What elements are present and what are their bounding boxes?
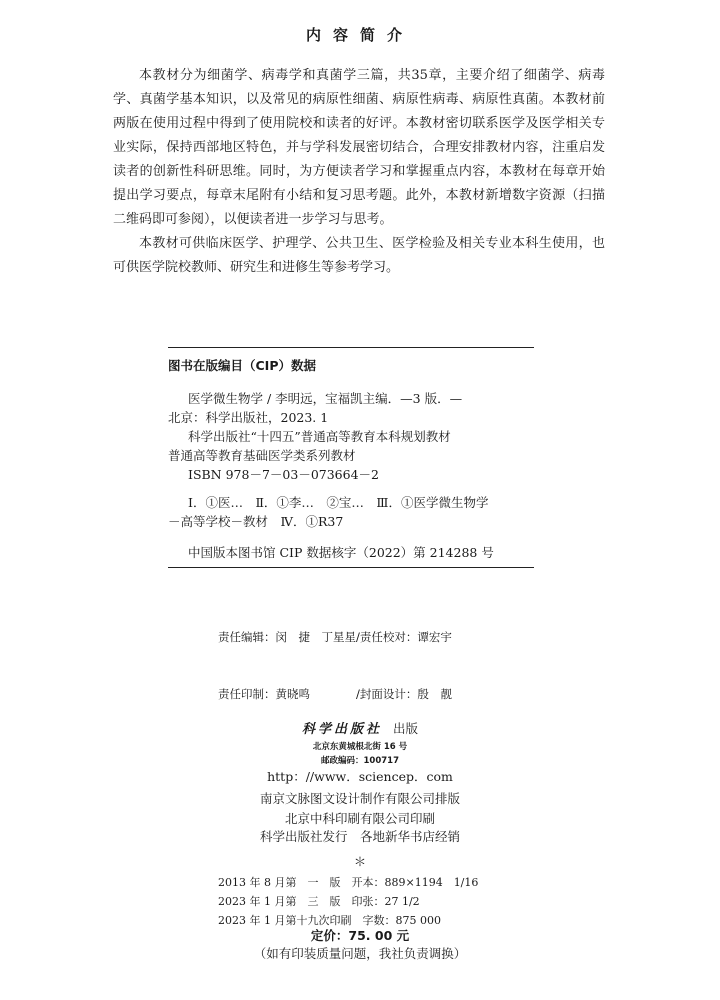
intro-body <box>113 64 605 280</box>
separator-mark: ＊ <box>353 854 367 869</box>
imprint-line: 2013 年 8 月第 一 版 开本：889×1194 1/16 <box>218 876 479 889</box>
cip-check-number-wrap <box>168 543 538 562</box>
imprint-block <box>218 873 538 930</box>
cip-subject-line: －高等学校－教材 Ⅳ．①R37 <box>168 514 344 529</box>
intro-paragraph: 本教材分为细菌学、病毒学和真菌学三篇，共35章，主要介绍了细菌学、病毒学、真菌学基本知识，以及常见的病原性细菌、病原性病毒、病原性真菌。本教材前两版在使用过程中得到了使用院校和读者的好评。本教材密切联系医学及医学相关专业实际，保持西部地区特色，并与学科发展密切结合，合理安排教材内容，注重启发读者的创新性科研思维。同时，为方便读者学习和掌握重点内容，本教材在每章开始提出学习要点，每章末尾附有小结和复习思考题。此外，本教材新增数字资源（扫描二维码即可参阅），以便读者进一步学习与思考。 <box>113 68 605 227</box>
quality-note: （如有印装质量问题，我社负责调换） <box>253 946 467 961</box>
printer: 北京中科印刷有限公司印刷 <box>284 811 435 826</box>
credits <box>218 590 452 723</box>
cip-bottom-rule <box>168 567 534 568</box>
publisher-address: 北京东黄城根北街 16 号 <box>312 742 408 752</box>
imprint-line: 2023 年 1 月第 三 版 印张：27 1/2 <box>218 895 420 908</box>
publisher-suffix: 出版 <box>393 721 419 736</box>
publisher-url: http：//www．sciencep．com <box>267 769 453 784</box>
cip-record-line: 科学出版社“十四五”普通高等教育本科规划教材 <box>188 429 451 444</box>
cip-heading: 图书在版编目（CIP）数据 <box>168 358 316 373</box>
credits-line: 责任编辑：闵 捷 丁星星/责任校对：谭宏宇 <box>218 630 452 644</box>
cip-subjects <box>168 493 538 531</box>
cip-record-line: 北京：科学出版社，2023. 1 <box>168 410 329 425</box>
publisher-logo: 科学出版社 <box>301 722 382 737</box>
cip-check-number: 中国版本图书馆 CIP 数据核字（2022）第 214288 号 <box>188 545 494 560</box>
credits-line: 责任印制：黄晓鸣 /封面设计：殷 靓 <box>218 687 452 701</box>
cip-record <box>168 389 538 484</box>
intro-title: 内容简介 <box>305 26 414 44</box>
cip-top-rule <box>168 347 534 348</box>
publisher-postcode: 邮政编码：100717 <box>321 756 399 766</box>
cip-record-line: 医学微生物学 / 李明远，宝福凯主编．—3 版．— <box>188 391 463 406</box>
typesetter: 南京文脉图文设计制作有限公司排版 <box>259 791 460 806</box>
publisher-logo-row <box>0 718 720 737</box>
intro-paragraph: 本教材可供临床医学、护理学、公共卫生、医学检验及相关专业本科生使用，也可供医学院校教师、研究生和进修生等参考学习。 <box>113 236 605 275</box>
distribution: 科学出版社发行 各地新华书店经销 <box>259 829 460 844</box>
cip-record-line: 普通高等教育基础医学类系列教材 <box>168 448 356 463</box>
imprint-line: 2023 年 1 月第十九次印刷 字数：875 000 <box>218 914 441 927</box>
cip-record-line: ISBN 978－7－03－073664－2 <box>188 467 379 482</box>
cip-subject-line: Ⅰ．①医… Ⅱ．①李… ②宝… Ⅲ．①医学微生物学 <box>188 495 489 510</box>
price: 定价：75. 00 元 <box>310 928 410 943</box>
